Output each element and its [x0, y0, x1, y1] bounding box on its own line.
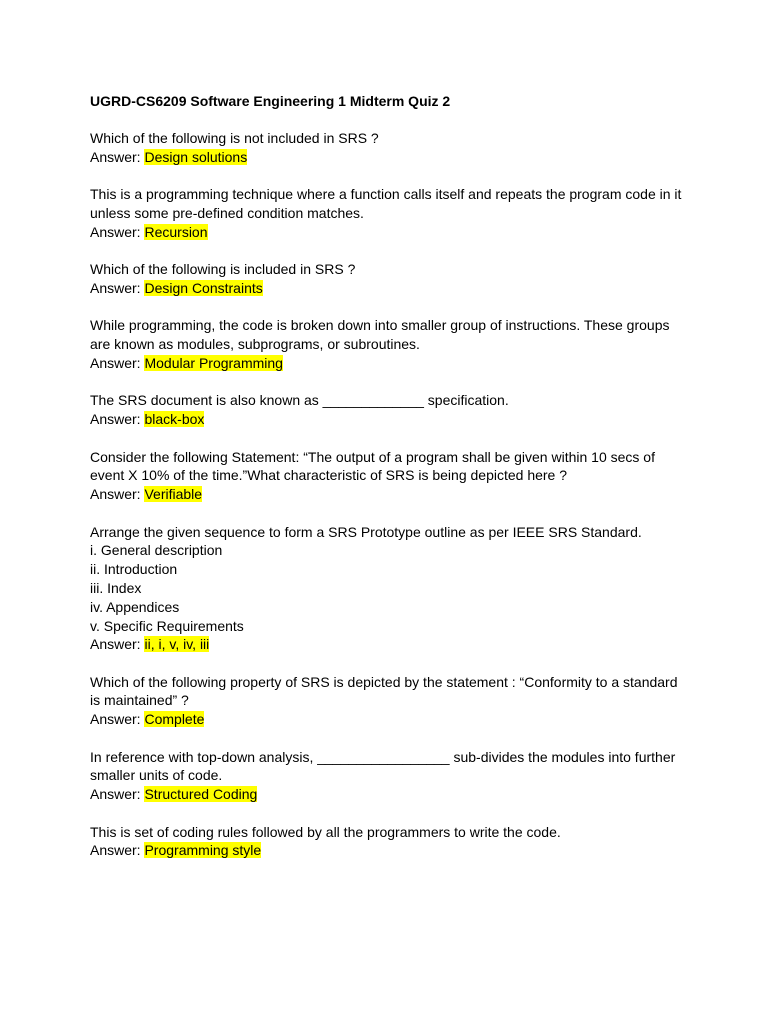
question-text: This is a programming technique where a function calls itself and repeats the program code in it — [90, 186, 682, 203]
question-text: event X 10% of the time.”What characteristic of SRS is being depicted here ? — [90, 467, 568, 484]
question-block — [90, 185, 688, 241]
question-block — [90, 523, 688, 655]
answer-highlight: Structured Coding — [144, 786, 258, 803]
question-text: While programming, the code is broken down into smaller group of instructions. These groups — [90, 317, 670, 334]
answer-highlight: black-box — [144, 411, 205, 428]
answer-label: Answer: — [90, 411, 145, 428]
answer-line — [90, 223, 688, 242]
question-text: The SRS document is also known as _____________ specification. — [90, 392, 509, 409]
question-text: iii. Index — [90, 579, 142, 596]
answer-highlight: ii, i, v, iv, iii — [144, 636, 210, 653]
question-text: This is set of coding rules followed by all the programmers to write the code. — [90, 823, 561, 840]
answer-label: Answer: — [90, 842, 145, 859]
document-title: UGRD-CS6209 Software Engineering 1 Midterm Quiz 2 — [90, 93, 451, 109]
answer-line — [90, 710, 688, 729]
answer-line — [90, 279, 688, 298]
question-text: Arrange the given sequence to form a SRS Prototype outline as per IEEE SRS Standard. — [90, 523, 642, 540]
question-text: i. General description — [90, 542, 223, 559]
question-text: is maintained” ? — [90, 692, 189, 709]
answer-line — [90, 635, 688, 654]
answer-highlight: Complete — [144, 711, 205, 728]
answer-label: Answer: — [90, 279, 145, 296]
answer-highlight: Verifiable — [144, 486, 203, 503]
question-block — [90, 316, 688, 372]
answer-label: Answer: — [90, 354, 145, 371]
answer-highlight: Recursion — [144, 223, 208, 240]
answer-label: Answer: — [90, 636, 145, 653]
question-list — [90, 129, 688, 860]
answer-highlight: Design solutions — [144, 148, 248, 165]
question-block — [90, 391, 688, 429]
question-block — [90, 448, 688, 504]
question-text: In reference with top-down analysis, _________________ sub-divides the modules into further — [90, 748, 676, 765]
question-block — [90, 673, 688, 729]
answer-label: Answer: — [90, 711, 145, 728]
answer-label: Answer: — [90, 148, 145, 165]
answer-line — [90, 148, 688, 167]
answer-highlight: Modular Programming — [144, 354, 283, 371]
question-text: Which of the following is not included in SRS ? — [90, 130, 379, 146]
answer-highlight: Programming style — [144, 842, 262, 859]
answer-label: Answer: — [90, 786, 145, 803]
question-text: v. Specific Requirements — [90, 617, 244, 634]
answer-label: Answer: — [90, 486, 145, 503]
answer-line — [90, 354, 688, 373]
question-text: iv. Appendices — [90, 598, 180, 615]
answer-highlight: Design Constraints — [144, 279, 263, 296]
question-block — [90, 260, 688, 298]
question-text: Which of the following property of SRS is depicted by the statement : “Conformity to a standard — [90, 673, 678, 690]
answer-label: Answer: — [90, 223, 145, 240]
question-text: Which of the following is included in SRS ? — [90, 261, 356, 278]
answer-line — [90, 785, 688, 804]
answer-line — [90, 410, 688, 429]
question-text: smaller units of code. — [90, 767, 223, 784]
answer-line — [90, 841, 688, 860]
question-text: are known as modules, subprograms, or subroutines. — [90, 336, 420, 353]
answer-line — [90, 485, 688, 504]
question-text: ii. Introduction — [90, 561, 178, 578]
question-block — [90, 748, 688, 804]
question-block — [90, 129, 688, 167]
question-block — [90, 823, 688, 861]
question-text: Consider the following Statement: “The output of a program shall be given within 10 secs of — [90, 448, 655, 465]
question-text: unless some pre-defined condition matches. — [90, 204, 364, 221]
